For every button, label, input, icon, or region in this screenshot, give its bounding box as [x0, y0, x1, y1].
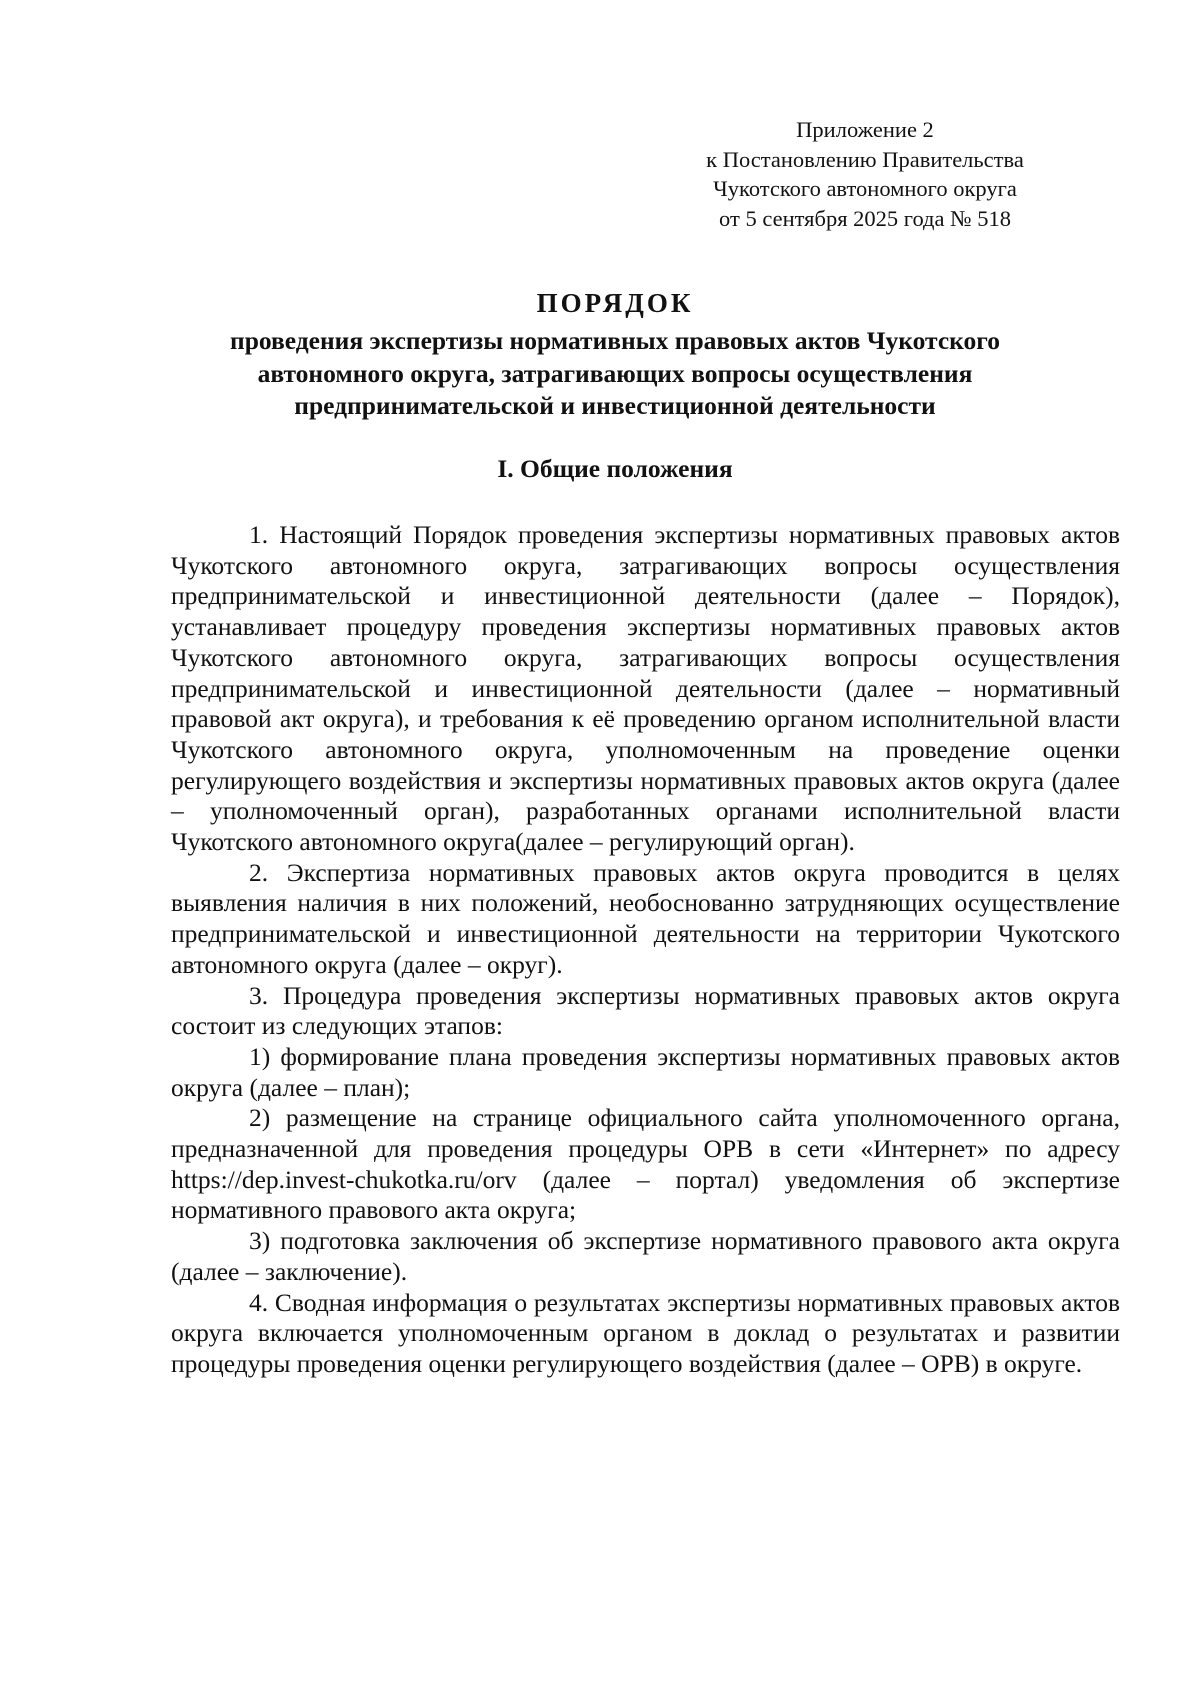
subtitle-line: проведения экспертизы нормативных правовых актов Чукотского	[230, 326, 1000, 355]
annex-date: от 5 сентября 2025 года № 518	[719, 205, 1011, 231]
annex-reference: к Постановлению Правительства	[706, 146, 1024, 172]
annex-number: Приложение 2	[796, 117, 934, 142]
paragraph-3: 3. Процедура проведения экспертизы нормативных правовых актов округа состоит из следующих этапов:	[171, 980, 1120, 1041]
section-heading: I. Общие положения	[497, 454, 733, 483]
paragraph-2: 2. Экспертиза нормативных правовых актов округа проводится в целях выявления наличия в них положений, необоснованно затрудняющих осуществление предпринимательской и инвестиционной деятельности на территории Чукотского автономного округа (далее – округ).	[171, 857, 1120, 979]
annex-header	[690, 115, 1040, 233]
paragraph-1: 1. Настоящий Порядок проведения экспертизы нормативных правовых актов Чукотского автономного округа, затрагивающих вопросы осуществления предпринимательской и инвестиционной деятельности (далее – Порядок), устанавливает процедуру проведения экспертизы нормативных правовых актов Чукотского автономного округа, затрагивающих вопросы осуществления предпринимательской и инвестиционной деятельности (далее – нормативный правовой акт округа), и требования к её проведению органом исполнительной власти Чукотского автономного округа, уполномоченным на проведение оценки регулирующего воздействия и экспертизы нормативных правовых актов округа (далее – уполномоченный орган), разработанных органами исполнительной власти Чукотского автономного округа(далее – регулирующий орган).	[171, 520, 1120, 857]
annex-authority: Чукотского автономного округа	[713, 176, 1017, 201]
subtitle-line: предпринимательской и инвестиционной деятельности	[294, 391, 936, 420]
document-body	[171, 520, 1120, 1380]
paragraph-4: 4. Сводная информация о результатах экспертизы нормативных правовых актов округа включается уполномоченным органом в доклад о результатах и развитии процедуры проведения оценки регулирующего воздействия (далее – ОРВ) в округе.	[171, 1287, 1120, 1378]
document-subtitle	[160, 325, 1070, 423]
list-item-2: 2) размещение на странице официального сайта уполномоченного органа, предназначенной для проведения процедуры ОРВ в сети «Интернет» по адресу https://dep.invest-chukotka.ru/orv (далее – портал) уведомления об экспертизе нормативного правового акта округа;	[171, 1103, 1120, 1225]
list-item-3: 3) подготовка заключения об экспертизе нормативного правового акта округа (далее – заключение).	[171, 1226, 1120, 1286]
list-item-1: 1) формирование плана проведения экспертизы нормативных правовых актов округа (далее – план);	[171, 1041, 1120, 1102]
document-title: ПОРЯДОК	[536, 288, 694, 318]
subtitle-line: автономного округа, затрагивающих вопросы осуществления	[257, 358, 973, 388]
